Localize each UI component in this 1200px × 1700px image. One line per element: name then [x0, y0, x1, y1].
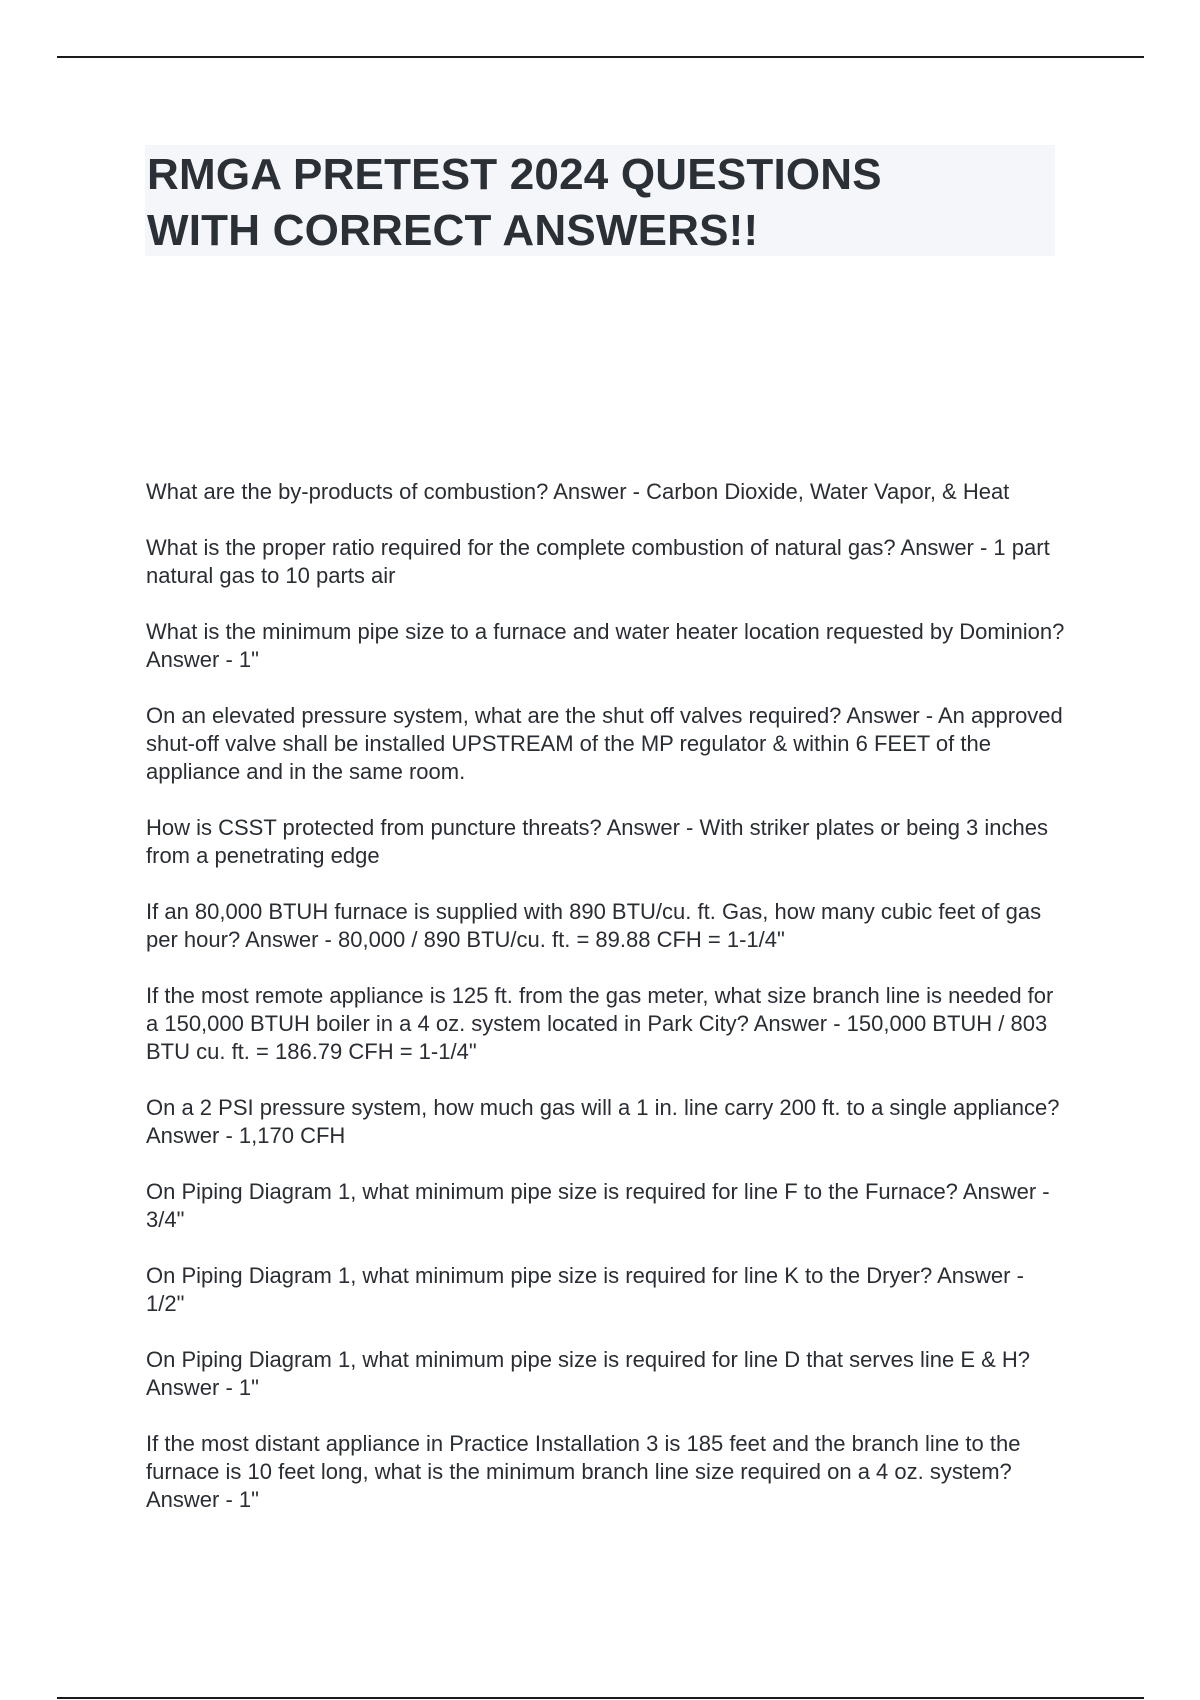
qa-item [146, 1346, 1066, 1402]
qa-text: On Piping Diagram 1, what minimum pipe size is required for line K to the Dryer? Answer - 1/2" [146, 1263, 1024, 1316]
qa-text: How is CSST protected from puncture threats? Answer - With striker plates or being 3 inches from a penetrating edge [146, 815, 1048, 868]
qa-text: On Piping Diagram 1, what minimum pipe size is required for line F to the Furnace? Answer - 3/4" [146, 1179, 1050, 1232]
qa-text: What is the minimum pipe size to a furnace and water heater location requested by Dominion? Answer - 1" [146, 619, 1065, 672]
qa-text: What are the by-products of combustion? Answer - Carbon Dioxide, Water Vapor, & Heat [146, 479, 1010, 504]
qa-text: On an elevated pressure system, what are the shut off valves required? Answer - An approved shut-off valve shall be installed UPSTREAM of the MP regulator & within 6 FEET of the appliance and in the same room. [146, 703, 1063, 784]
title-line-2: WITH CORRECT ANSWERS!! [147, 206, 759, 255]
qa-text: If the most distant appliance in Practice Installation 3 is 185 feet and the branch line to the furnace is 10 feet long, what is the minimum branch line size required on a 4 oz. system? Answer - 1" [146, 1431, 1021, 1512]
qa-item [146, 814, 1066, 870]
qa-list [146, 478, 1066, 1542]
qa-item [146, 1178, 1066, 1234]
qa-item [146, 1094, 1066, 1150]
qa-text: If the most remote appliance is 125 ft. from the gas meter, what size branch line is needed for a 150,000 BTUH boiler in a 4 oz. system located in Park City? Answer - 150,000 BTUH / 803 BTU cu. ft. = 186.79 CFH = 1-1/4" [146, 983, 1054, 1064]
qa-item [146, 702, 1066, 786]
qa-item [146, 898, 1066, 954]
top-divider [57, 56, 1144, 58]
qa-text: What is the proper ratio required for the complete combustion of natural gas? Answer - 1 part natural gas to 10 parts air [146, 535, 1050, 588]
qa-item [146, 982, 1066, 1066]
qa-text: On Piping Diagram 1, what minimum pipe size is required for line D that serves line E & H? Answer - 1" [146, 1347, 1031, 1400]
title-line-1: RMGA PRETEST 2024 QUESTIONS [147, 150, 882, 199]
qa-text: If an 80,000 BTUH furnace is supplied with 890 BTU/cu. ft. Gas, how many cubic feet of gas per hour? Answer - 80,000 / 890 BTU/cu. ft. = 89.88 CFH = 1-1/4" [146, 899, 1042, 952]
qa-item [146, 618, 1066, 674]
document-title [147, 147, 1055, 259]
qa-text: On a 2 PSI pressure system, how much gas will a 1 in. line carry 200 ft. to a single appliance? Answer - 1,170 CFH [146, 1095, 1060, 1148]
bottom-divider [57, 1697, 1144, 1699]
qa-item [146, 478, 1066, 506]
title-block [145, 145, 1055, 256]
qa-item [146, 534, 1066, 590]
qa-item [146, 1430, 1066, 1514]
qa-item [146, 1262, 1066, 1318]
